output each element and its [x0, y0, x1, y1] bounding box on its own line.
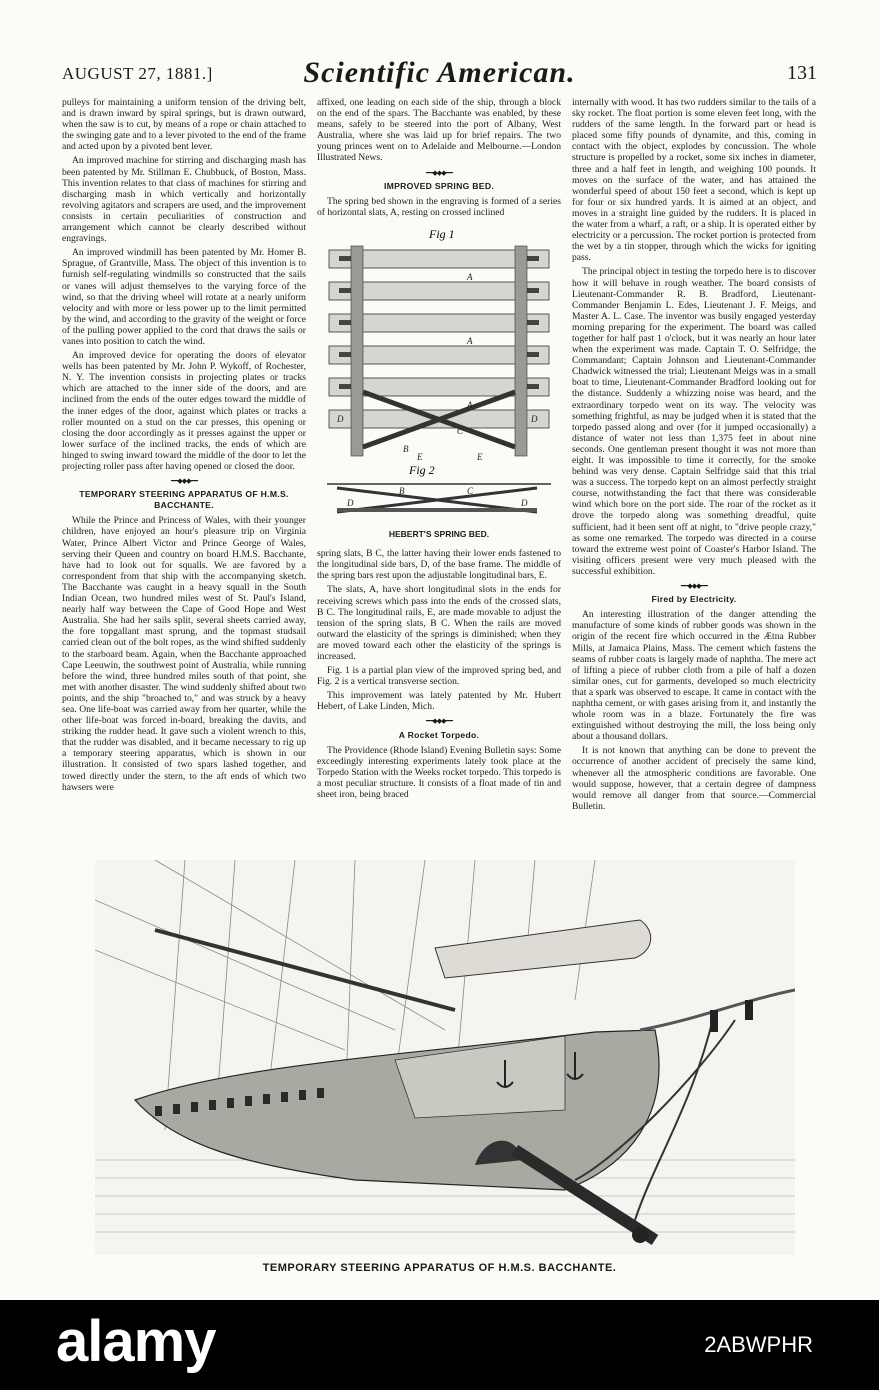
paragraph: The slats, A, have short longitudinal slots in the ends for receiving screws which pass into the ends of the crossed slats, B C. The longitudinal rails, E, are made movable to adjust the tension of the spring slats, B C. When the rails are moved outward the elasticity of the springs is diminished; when they are moved toward each other the elasticity of the springs is increased.: [317, 584, 561, 662]
paragraph: The Providence (Rhode Island) Evening Bulletin says: Some exceedingly interesting experiments lately took place at the Torpedo Station with the Weeks rocket torpedo. This torpedo is a most peculiar structure. It consists of a float made of tin and sheet iron, being braced: [317, 744, 561, 800]
ship-illustration: [95, 860, 795, 1255]
spring-bed-drawing: [317, 222, 561, 522]
stock-logo: alamy: [56, 1309, 216, 1374]
paragraph: An improved device for operating the doors of elevator wells has been patented by Mr. John P. Wykoff, of Rochester, N. Y. The invention consists in projecting plates or tracks which are attached to the inner side of the doors, and are inclined from the ends of the outer edges toward the middle of the inner edges of the door, against which plates or tracks a roller mounted on a stud on the car presses, this opening or closing the door accordingly as it presses against the upper or lower surface of the inclined tracks, the ends of which are hinged to swing inward toward the middle of the door to let the projecting roller pass after having opened or closed the door.: [62, 350, 306, 472]
paragraph: An improved windmill has been patented by Mr. Homer B. Sprague, of Grantville, Mass. The object of this invention is to furnish self-regulating windmills so constructed that the sails or vanes will adjust themselves to the varying force of the wind, so that the driving wheel will rotate at a nearly uniform velocity and with more or less power up to the limit permitted by the wind, and according to the gravity of the weight or force of the pulling power applied to the cord that draws the sails or vanes into position to catch the wind.: [62, 247, 306, 347]
fig2-label: Fig 2: [409, 462, 435, 477]
illustration-caption: TEMPORARY STEERING APPARATUS OF H.M.S. BACCHANTE.: [262, 1262, 617, 1274]
article-heading: IMPROVED SPRING BED.: [383, 180, 495, 191]
paragraph: Fig. 1 is a partial plan view of the improved spring bed, and Fig. 2 is a vertical transverse section.: [317, 665, 561, 688]
ornament-divider: ━━◆◆◆━━: [425, 717, 452, 726]
paragraph: It is not known that anything can be done to prevent the occurrence of another accident of precisely the same kind, whenever all the atmospheric conditions are favorable. One would suppose, however, that a certain degree of dampness would remove all danger from that source.—Commercial Bulletin.: [572, 745, 816, 812]
page-number: 131: [787, 62, 817, 84]
svg-text:B: B: [399, 485, 405, 496]
svg-text:C: C: [467, 485, 474, 496]
paragraph: The spring bed shown in the engraving is formed of a series of horizontal slats, A, resting on crossed inclined: [317, 195, 561, 218]
stock-image-id: 2ABWPHR: [704, 1332, 813, 1357]
paragraph: While the Prince and Princess of Wales, with their younger children, have enjoyed an hour's pleasure trip on Virginia Water, Prince Albert Victor and Prince George of Wales, serving their Queen and country on board H.M.S. Bacchante, have had to look out for squalls. We are favored by a correspondent from that ship with the accompanying sketch. The Bacchante was caught in a heavy squall in the South Indian Ocean, two hundred miles west of St. Paul's Island, nearly half way between the Cape of Good Hope and West Australia. She had her sails split, several sheets carried away, the fore topgallant mast sprung, and the topmast studsail carried clean out of the bolt ropes, as the wind shifted suddenly to the starboard beam. Again, when the Bacchante approached Cape Leeuwin, the southwest point of Australia, while running before the wind, three hundred miles south of that point, she met with another disaster. The wind suddenly shifted about two points, and the ship "broached to," and was struck by a heavy sea. One life-boat was carried away from her quarter, while the other life-boat was forced in-board, breaking the davits, and striking the rudder head. It gave such a violent wrench to this, that the rudder was disabled, and it became necessary to rig up a temporary steering apparatus, which is shown in our illustration. It consisted of two spars lashed together, and towed directly under the stern, to the aft ends of which two hawsers were: [62, 515, 306, 793]
paragraph: affixed, one leading on each side of the ship, through a block on the end of the spars. The Bacchante was enabled, by these means, safely to be steered into the port of Albany, West Australia, where she was laid up for brief repairs. The two young princes went on to Adelaide and Melbourne.—London Illustrated News.: [317, 97, 561, 164]
svg-text:A: A: [467, 335, 473, 346]
article-heading: A Rocket Torpedo.: [398, 729, 480, 740]
masthead: Scientific American.: [303, 56, 576, 89]
page-header: [62, 52, 817, 92]
paragraph: An interesting illustration of the danger attending the manufacture of some kinds of rubber goods was shown in the origin of the recent fire which occurred in the Ætna Rubber Mills, at Jamaica Plains, Mass. The cement which fastens the seams of rubber coats is largely made of naphtha. The mere act of lifting a piece of rubber cloth from a pile of half a dozen similar ones, cut for garments, developed so much electricity that a spark was observed to escape. It came in contact with the naphtha cement, or with gases arising from it, and instantly the whole room was in a blaze. Fortunately the fire was extinguished without destroying the mill, the loss being only about a thousand dollars.: [572, 609, 816, 743]
svg-text:A: A: [467, 399, 473, 410]
column-2: [317, 97, 561, 803]
paragraph: internally with wood. It has two rudders similar to the tails of a sky rocket. The float portion is some eleven feet long, with the rudders of the same length. In the forward part or head is placed some fifty pounds of dynamite, and this, coming in contact with the object, explodes by concussion. The whole structure is propelled by a rocket, some six inches in diameter, three and a half feet in length, and weighing 100 pounds. It moves on the surface of the water, and has attained the wonderful speed of about 150 feet a second, which is kept up for four or six hundred yards. It is aimed at an object, and moves in a straight line guided by the rudders. It is placed in the water from a wharf, a raft, or a ship. It is operated either by electricity or a percussion. The rocket portion is protected from the wet by a tin stopper, through which the wicks for igniting pass.: [572, 97, 816, 264]
svg-text:B: B: [403, 443, 409, 454]
column-3: [572, 97, 816, 815]
paragraph: spring slats, B C, the latter having their lower ends fastened to the longitudinal side bars, D, of the base frame. The middle of the spring bars rest upon the adjustable longitudinal bars, E.: [317, 548, 561, 582]
column-1: [62, 97, 306, 796]
ornament-divider: ━━◆◆◆━━: [170, 477, 197, 486]
paragraph: An improved machine for stirring and discharging mash has been patented by Mr. Stillman E. Chubbuck, of Boston, Mass. This invention relates to that class of machines for stirring and discharging mash in which vertically and horizontally revolving agitators and scrapers are used, and the improvement consists in certain peculiarities of construction and arrangement which cannot be clearly described without engravings.: [62, 155, 306, 245]
stock-watermark-bar: [0, 1300, 879, 1390]
svg-text:D: D: [531, 413, 538, 424]
ornament-divider: ━━◆◆◆━━: [425, 168, 452, 177]
ornament-divider: ━━◆◆◆━━: [680, 582, 707, 591]
article-heading: TEMPORARY STEERING APPARATUS OF H.M.S. BACCHANTE.: [79, 489, 289, 511]
svg-text:E: E: [477, 451, 483, 462]
fig1-label: Fig 1: [429, 226, 455, 241]
svg-text:D: D: [347, 497, 354, 508]
svg-text:C: C: [457, 425, 464, 436]
paragraph: The principal object in testing the torpedo here is to discover how it will behave in rough weather. The board consists of Lieutenant-Commander R. B. Bradford, Lieutenant-Commander Benjamin L. Edes, Lieutenant J. F. Meigs, and Master A. L. Case. The inventor was busily engaged yesterday morning preparing for the experiment. The board was called together for half past 1 o'clock, but it was nearly an hour later when the experiment was made. Captain T. O. Selfridge, the Commandant; Captain Johnson and Lieutenant-Commander Chadwick witnessed the trial; Lieutenant Meigs was in a small boat to time, Lieutenant-Commander Bradford looking out for the distance. Suddenly a whizzing noise was heard, and the extraordinary torpedo went on its way. The velocity was something frightful, as may be judged when it is stated that the torpedo passed along and over (for it jumped occasionally) a distance of water not less than 1,375 feet in about nine seconds. One gentleman present thought it was not more than eight. It was impossible to time it correctly, for the smoke behind was very dense. Captain Selfridge said that this trial was a success. The torpedo kept on an almost perfectly straight course, notwithstanding the fact that there was considerable wind which bore on the port side. The roar of the rocket as it drove the torpedo along was something dreadful, quite sufficient, had it been sent off at night, to "drive people crazy," as some one remarked. The torpedo was directed in a course toward the extreme west point of Coaster's Harbor Island. The visiting officers present were very much pleased with the successful exhibition.: [572, 266, 816, 577]
svg-text:D: D: [337, 413, 344, 424]
paragraph: pulleys for maintaining a uniform tension of the driving belt, and is drawn inward by spiral springs, but is drawn outward, when the saw is to cut, by means of a rope or chain attached to the swinging gate and to a lever pivoted to the end of the frame and acted upon by a pivoted bent lever.: [62, 97, 306, 153]
paragraph: This improvement was lately patented by Mr. Hubert Hebert, of Lake Linden, Mich.: [317, 690, 561, 713]
figure-caption: HEBERT'S SPRING BED.: [388, 529, 490, 540]
spring-bed-figure: [317, 222, 561, 525]
svg-text:E: E: [417, 451, 423, 462]
issue-date: AUGUST 27, 1881.]: [62, 64, 213, 83]
svg-text:D: D: [521, 497, 528, 508]
svg-text:A: A: [467, 271, 473, 282]
article-heading: Fired by Electricity.: [651, 594, 737, 605]
